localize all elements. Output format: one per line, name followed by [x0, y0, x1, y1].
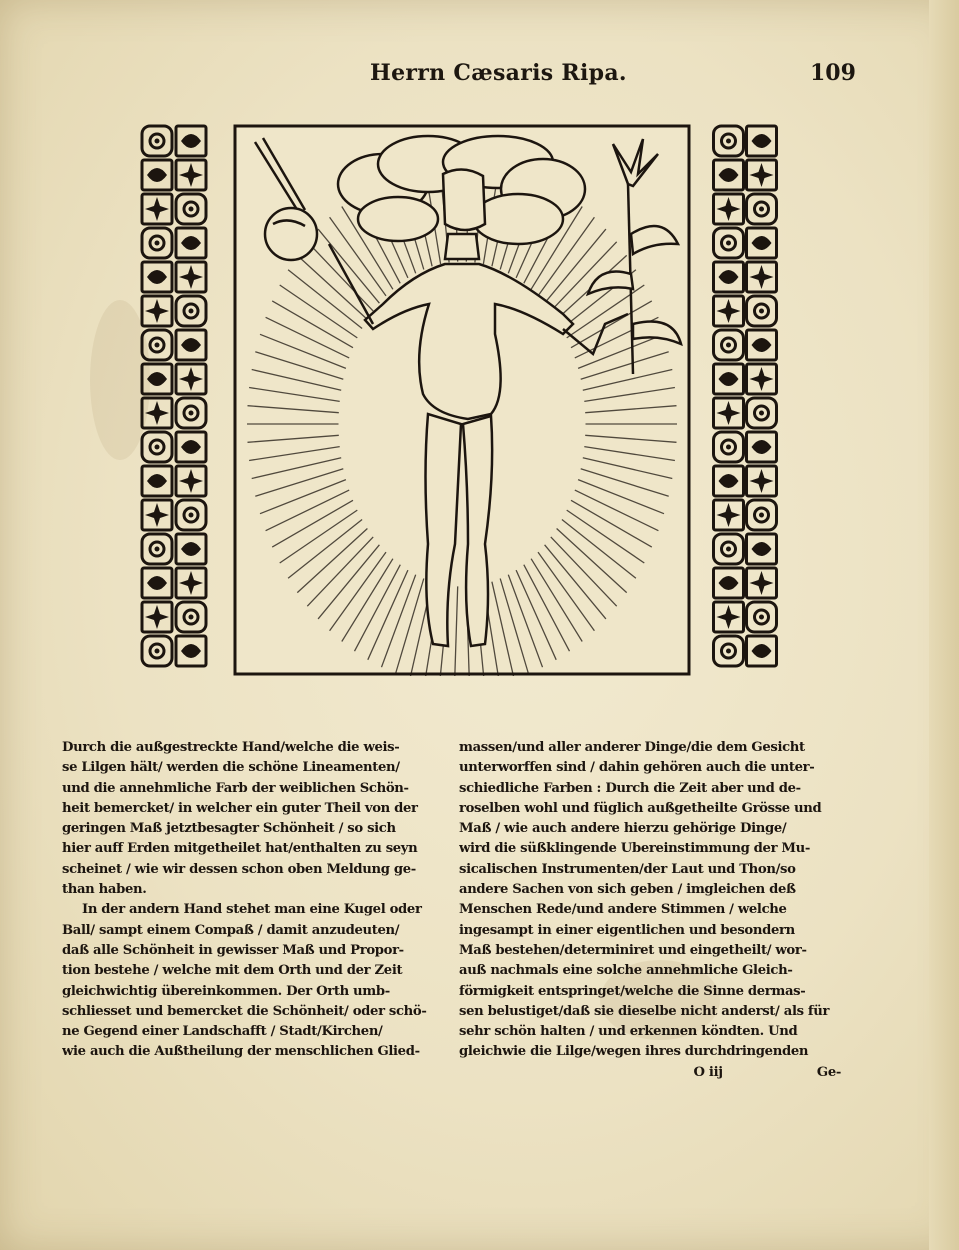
border-ornament — [747, 534, 777, 564]
text-line: und die annehmliche Farb der weiblichen Schön- — [62, 780, 409, 796]
border-ornament — [142, 398, 172, 428]
text-column-left — [62, 738, 444, 1078]
border-ornament — [747, 432, 777, 462]
border-ornament — [176, 466, 206, 496]
text-line: geringen Maß jetztbesagter Schönheit / so sich — [62, 821, 396, 837]
text-line: roselben wohl und füglich außgetheilte Grösse und — [459, 800, 822, 816]
border-ornament — [142, 534, 172, 564]
text-line: Maß bestehen/determiniret und eingetheilt/ wor- — [459, 942, 807, 958]
signature-mark: O iij — [693, 1064, 723, 1080]
text-line: unterworffen sind / dahin gehören auch die unter- — [459, 760, 815, 776]
page-number: 109 — [810, 60, 856, 86]
border-ornament — [176, 330, 206, 360]
border-ornament — [747, 194, 777, 224]
text-line: gleichwichtig übereinkommen. Der Orth umb- — [62, 983, 390, 999]
border-ornament — [142, 160, 172, 190]
text-line: förmigkeit entspringet/welche die Sinne dermas- — [459, 983, 806, 999]
border-ornament — [747, 296, 777, 326]
text-line: andere Sachen von sich geben / imgleichen deß — [459, 882, 796, 898]
border-ornament — [714, 636, 744, 666]
border-ornament — [176, 398, 206, 428]
border-ornament — [747, 160, 777, 190]
page-edge — [929, 0, 959, 1250]
border-ornament — [714, 330, 744, 360]
text-line: Maß / wie auch andere hierzu gehörige Dinge/ — [459, 821, 787, 837]
border-ornament — [747, 364, 777, 394]
woodcut-illustration — [233, 124, 691, 676]
border-ornament — [142, 228, 172, 258]
border-ornament — [747, 636, 777, 666]
border-ornament — [714, 568, 744, 598]
text-line: wird die süßklingende Ubereinstimmung der Mu- — [459, 841, 811, 857]
text-line: sehr schön halten / und erkennen köndten. Und — [459, 1024, 798, 1040]
text-line: wie auch die Außtheilung der menschlichen Glied- — [62, 1044, 420, 1060]
border-ornament — [142, 500, 172, 530]
border-ornament — [142, 364, 172, 394]
text-line: scheinet / wie wir dessen schon oben Meldung ge- — [62, 861, 416, 877]
text-line: Menschen Rede/und andere Stimmen / welche — [459, 902, 787, 918]
text-line: schiedliche Farben : Durch die Zeit aber und de- — [459, 780, 801, 796]
border-ornament — [747, 126, 777, 156]
border-ornament — [714, 126, 744, 156]
ornamental-border-left — [140, 122, 208, 690]
border-ornament — [142, 126, 172, 156]
text-column-right — [459, 738, 841, 1078]
border-ornament — [714, 602, 744, 632]
border-ornament — [714, 228, 744, 258]
border-ornament — [176, 636, 206, 666]
border-ornament — [747, 602, 777, 632]
border-ornament-group — [714, 126, 777, 666]
border-ornament — [176, 296, 206, 326]
text-line: Ball/ sampt einem Compaß / damit anzudeuten/ — [62, 922, 400, 938]
text-line: massen/und aller anderer Dinge/die dem Gesicht — [459, 740, 805, 755]
border-ornament — [176, 602, 206, 632]
border-ornament — [176, 534, 206, 564]
border-ornament — [142, 636, 172, 666]
text-line: sen belustiget/daß sie dieselbe nicht anderst/ als für — [459, 1003, 830, 1019]
border-ornament — [142, 194, 172, 224]
border-ornament — [176, 432, 206, 462]
border-ornament — [176, 568, 206, 598]
text-line: heit bemercket/ in welcher ein guter Theil von der — [62, 800, 418, 816]
text-line: tion bestehe / welche mit dem Orth und der Zeit — [62, 963, 403, 979]
border-ornament — [176, 500, 206, 530]
border-ornament — [142, 262, 172, 292]
border-ornament — [176, 364, 206, 394]
text-line: ne Gegend einer Landschafft / Stadt/Kirchen/ — [62, 1024, 383, 1040]
border-ornament — [142, 296, 172, 326]
border-ornament — [714, 364, 744, 394]
border-ornament — [714, 262, 744, 292]
text-line: sicalischen Instrumenten/der Laut und Thon/so — [459, 861, 796, 877]
border-ornament — [176, 126, 206, 156]
border-ornament — [142, 466, 172, 496]
border-ornament — [714, 534, 744, 564]
ornamental-border-right — [712, 122, 778, 690]
border-ornament — [176, 160, 206, 190]
text-line: schliesset und bemercket die Schönheit/ oder schö- — [62, 1003, 427, 1019]
border-ornament — [714, 160, 744, 190]
border-ornament — [747, 262, 777, 292]
border-ornament-group — [142, 126, 206, 666]
text-line: Durch die außgestreckte Hand/welche die weis- — [62, 740, 400, 755]
text-line: daß alle Schönheit in gewisser Maß und Propor- — [62, 942, 404, 958]
border-ornament — [176, 194, 206, 224]
text-line: se Lilgen hält/ werden die schöne Lineamenten/ — [62, 760, 400, 776]
border-ornament — [747, 466, 777, 496]
text-line: ingesampt in einer eigentlichen und besondern — [459, 922, 795, 938]
border-ornament — [747, 500, 777, 530]
catchword: Ge- — [816, 1064, 841, 1080]
border-ornament — [176, 262, 206, 292]
border-ornament — [714, 466, 744, 496]
border-ornament — [714, 398, 744, 428]
border-ornament — [176, 228, 206, 258]
border-ornament — [142, 330, 172, 360]
border-ornament — [714, 296, 744, 326]
text-line: hier auff Erden mitgetheilet hat/enthalten zu seyn — [62, 841, 418, 857]
border-ornament — [747, 330, 777, 360]
border-ornament — [142, 568, 172, 598]
border-ornament — [714, 432, 744, 462]
border-ornament — [747, 398, 777, 428]
border-ornament — [714, 194, 744, 224]
text-line: auß nachmals eine solche annehmliche Gleich- — [459, 963, 793, 979]
border-ornament — [747, 228, 777, 258]
border-ornament — [747, 568, 777, 598]
text-line: In der andern Hand stehet man eine Kugel oder — [82, 902, 422, 918]
text-line: gleichwie die Lilge/wegen ihres durchdringenden — [459, 1044, 809, 1060]
border-ornament — [142, 432, 172, 462]
border-ornament — [714, 500, 744, 530]
border-ornament — [142, 602, 172, 632]
footer-line — [459, 1063, 841, 1083]
running-title: Herrn Cæsaris Ripa. — [370, 60, 627, 86]
text-line: than haben. — [62, 882, 147, 898]
